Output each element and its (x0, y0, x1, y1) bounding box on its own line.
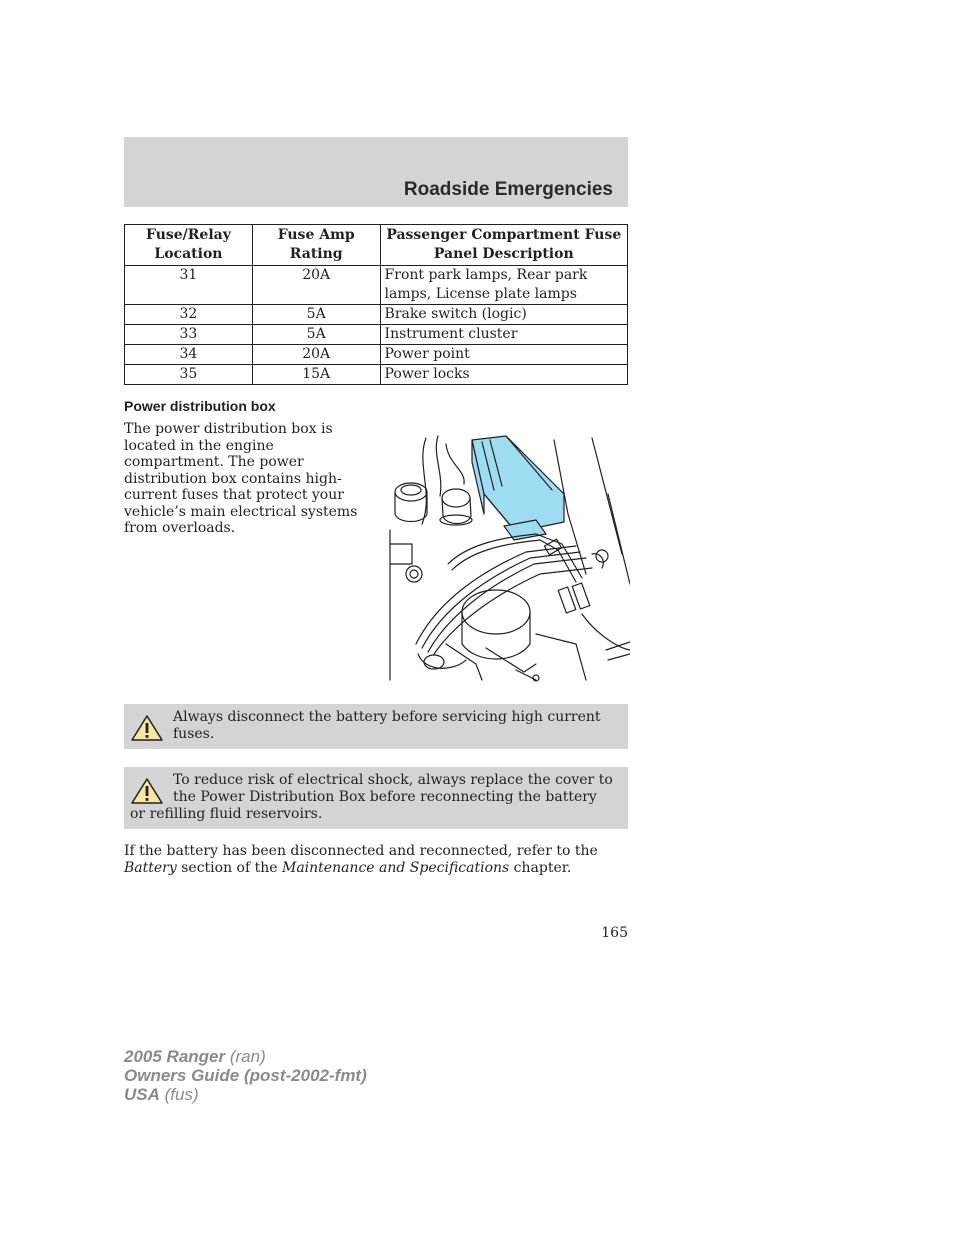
fuse-rating: 5A (252, 305, 380, 325)
footer-market-code: (fus) (164, 1085, 199, 1104)
fuse-location: 32 (125, 305, 253, 325)
fuse-description: Power locks (380, 365, 627, 385)
table-row (125, 325, 628, 345)
fuse-description: Brake switch (logic) (380, 305, 627, 325)
warning-triangle-icon (130, 777, 164, 805)
document-footer (124, 1047, 367, 1104)
maintenance-reference: Maintenance and Specifications (281, 860, 510, 876)
table-row (125, 365, 628, 385)
table-header-row (125, 225, 628, 266)
fuse-rating: 5A (252, 325, 380, 345)
section-header-band (124, 137, 628, 207)
warning-box (124, 704, 628, 749)
fuse-location: 33 (125, 325, 253, 345)
fuse-rating: 20A (252, 266, 380, 305)
footer-model-code: (ran) (229, 1047, 266, 1066)
column-header: Passenger Compartment Fuse Panel Description (380, 225, 627, 266)
fuse-description: Front park lamps, Rear park lamps, License plate lamps (380, 266, 627, 305)
footer-guide: Owners Guide (post-2002-fmt) (124, 1066, 367, 1085)
fuse-table (124, 224, 628, 385)
intro-paragraph: The power distribution box is located in the engine compartment. The power distribution box contains high-current fuses that protect your vehicle’s main electrical systems from overloads. (124, 421, 358, 536)
closing-paragraph (124, 843, 628, 877)
table-row (125, 345, 628, 365)
section-heading: Power distribution box (124, 398, 276, 414)
battery-reference: Battery (124, 860, 177, 876)
column-header: Fuse/Relay Location (125, 225, 253, 266)
closing-text: chapter. (509, 860, 572, 876)
fuse-location: 34 (125, 345, 253, 365)
closing-text: If the battery has been disconnected and reconnected, refer to the (124, 843, 598, 859)
fuse-location: 31 (125, 266, 253, 305)
warning-text: To reduce risk of electrical shock, always replace the cover to the Power Distribution Box before reconnecting the battery or refilling fluid reservoirs. (130, 772, 613, 822)
fuse-location: 35 (125, 365, 253, 385)
warning-box (124, 767, 628, 829)
engine-compartment-illustration (386, 434, 630, 682)
fuse-description: Power point (380, 345, 627, 365)
table-row (125, 305, 628, 325)
warning-text: Always disconnect the battery before servicing high current fuses. (173, 709, 601, 742)
section-title: Roadside Emergencies (403, 179, 613, 200)
fuse-rating: 20A (252, 345, 380, 365)
footer-model: 2005 Ranger (124, 1047, 226, 1066)
closing-text: section of the (176, 860, 282, 876)
fuse-rating: 15A (252, 365, 380, 385)
footer-market: USA (124, 1085, 160, 1104)
table-row (125, 266, 628, 305)
warning-triangle-icon (130, 714, 164, 742)
page-number: 165 (601, 925, 628, 941)
column-header: Fuse Amp Rating (252, 225, 380, 266)
fuse-description: Instrument cluster (380, 325, 627, 345)
